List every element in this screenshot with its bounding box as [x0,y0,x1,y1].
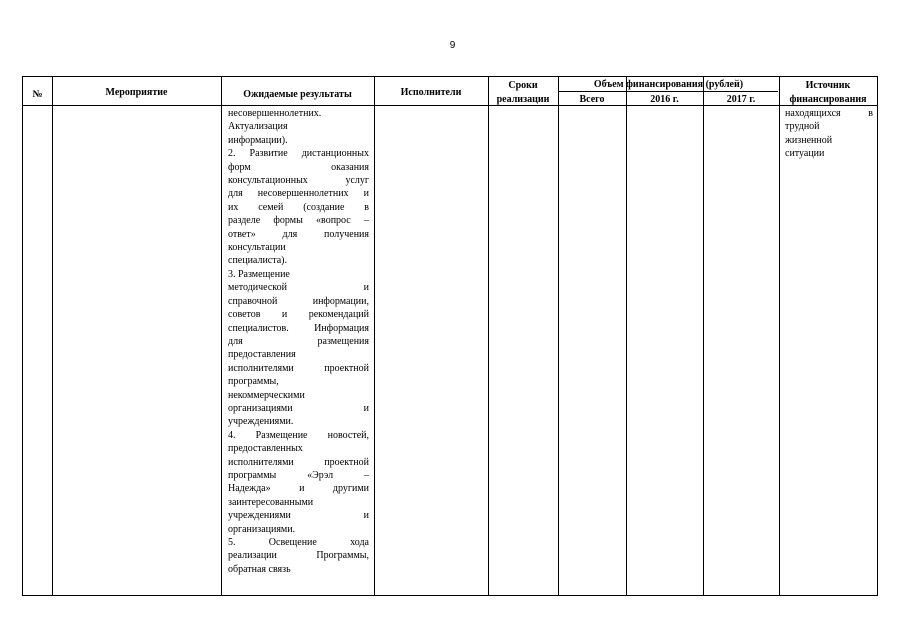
expected-line: специалистов. Информация [228,322,369,334]
expected-line: консультационных услуг [228,175,369,187]
expected-line: реализации Программы, [228,550,369,562]
col-divider [52,77,53,595]
expected-line: 5. Освещение хода [228,537,369,548]
header-2017: 2017 г. [726,94,756,105]
expected-line: учреждениями. [228,416,294,428]
expected-line: справочной информации, [228,295,369,307]
expected-line: заинтересованными [228,496,314,508]
expected-line: учреждениями и [228,510,369,522]
expected-line: методической и [228,282,369,294]
header-source-line1: Источник [805,80,851,91]
source-line: трудной [785,121,820,133]
financing-subheader-rule [558,91,778,92]
header-bottom-rule [23,105,877,106]
expected-line: организациями и [228,402,369,414]
header-terms-line2: реализации [496,94,550,105]
header-executors: Исполнители [400,87,462,98]
header-terms-line1: Сроки [508,80,538,91]
expected-line: 4. Размещение новостей, [228,429,369,441]
source-line: жизненной [785,134,833,146]
col-divider [374,77,375,595]
header-2016: 2016 г. [650,94,679,105]
col-divider [626,77,627,595]
source-line: ситуации [785,148,825,160]
expected-line: разделе формы «вопрос – [228,215,369,227]
expected-line: для несовершеннолетних и [228,188,369,200]
source-line: находящихся в [785,108,873,119]
expected-line: программы, [228,376,279,388]
expected-line: для размещения [228,335,369,347]
header-total: Всего [579,94,605,105]
expected-line: исполнителями проектной [228,362,369,374]
col-divider [488,77,489,595]
col-divider [779,77,780,595]
expected-line: Актуализация [228,121,288,133]
expected-line: их семей (создание в [228,201,369,213]
header-source-line2: финансирования [789,94,867,105]
expected-line: специалиста). [228,255,287,267]
expected-line: 3. Размещение [228,268,290,280]
page-number: 9 [449,40,456,51]
expected-line: несовершеннолетних. [228,108,322,119]
expected-line: 2. Развитие дистанционных [228,148,369,160]
financing-source-cell [785,107,873,161]
expected-line: некоммерческими [228,389,305,401]
header-expected-results: Ожидаемые результаты [243,89,352,100]
expected-line: обратная связь [228,563,291,575]
expected-line: исполнителями проектной [228,456,369,468]
expected-line: ответ» для получения [228,228,369,240]
expected-line: организациями. [228,523,296,535]
expected-line: предоставленных [228,443,303,455]
expected-line: программы «Эрэл – [228,469,369,481]
expected-line: форм оказания [228,161,369,173]
expected-line: Надежда» и другими [228,483,369,495]
expected-line: информации). [228,134,288,146]
header-activity: Мероприятие [105,87,168,98]
financing-table [22,76,878,596]
expected-line: предоставления [228,349,296,361]
header-financing: Объем финансирования (рублей) [593,79,744,90]
col-divider [221,77,222,595]
expected-line: советов и рекомендаций [228,309,369,321]
col-divider [558,77,559,595]
col-divider [703,77,704,595]
expected-results-cell [228,107,369,576]
header-num: № [32,89,43,100]
expected-line: консультации [228,242,286,254]
